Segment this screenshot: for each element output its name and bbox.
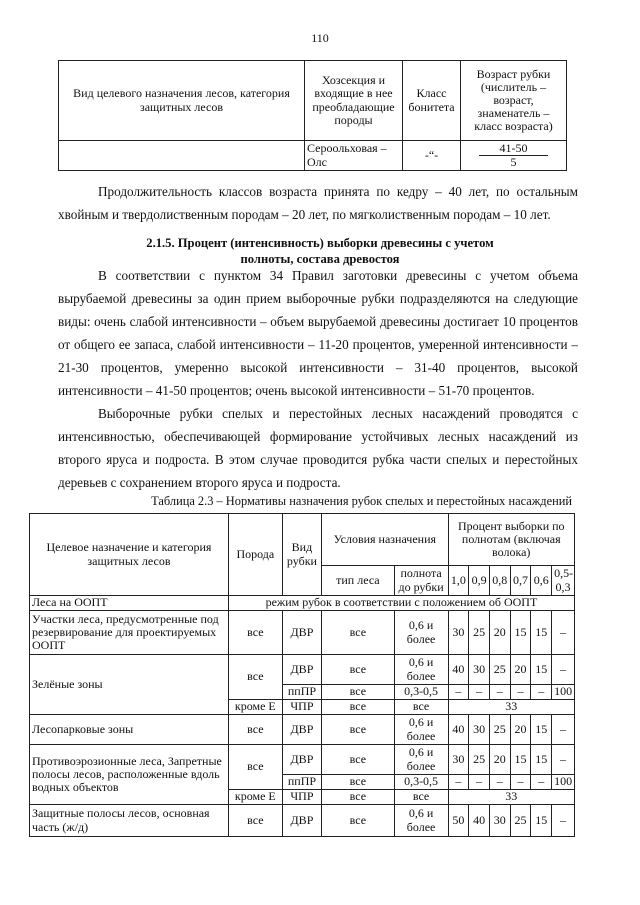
- cell-value: 25: [489, 715, 510, 745]
- cell-forest: все: [322, 700, 395, 715]
- header-density-10: 1,0: [448, 566, 469, 596]
- page-number: 110: [311, 31, 329, 45]
- cell-value: 40: [448, 655, 469, 685]
- header-bonitet: Класс бонитета: [403, 61, 461, 141]
- cell-value: 30: [489, 805, 510, 837]
- cell-value: –: [552, 611, 575, 655]
- cell-cut: ппПР: [282, 775, 321, 790]
- cell-value: 15: [531, 655, 552, 685]
- cell-cut: ДВР: [282, 715, 321, 745]
- cell-merged-value: 33: [448, 790, 575, 805]
- cell-species: все: [228, 655, 282, 700]
- cell-cut: ДВР: [282, 655, 321, 685]
- cell-value: 40: [448, 715, 469, 745]
- cell-value: 30: [448, 611, 469, 655]
- cell-value: 20: [489, 745, 510, 775]
- cell-species: все: [228, 611, 282, 655]
- cell-value: –: [552, 745, 575, 775]
- cell-density: все: [394, 700, 448, 715]
- cell-species: все: [228, 745, 282, 790]
- cell-value: 15: [531, 745, 552, 775]
- cell-density: 0,6 и более: [394, 715, 448, 745]
- row-name: Зелёные зоны: [30, 655, 229, 715]
- section-heading: [60, 235, 580, 267]
- cell-value: –: [489, 775, 510, 790]
- species-line-1: Сероольховая –: [307, 141, 387, 156]
- row-name: Защитные полосы лесов, основная часть (ж/д): [30, 805, 229, 837]
- cell-value: 15: [531, 805, 552, 837]
- header-cut-type: Вид рубки: [282, 514, 321, 596]
- row-name: Участки леса, предусмотренные под резервирование для проектируемых ООПТ: [30, 611, 229, 655]
- row-name: Лесопарковые зоны: [30, 715, 229, 745]
- header-density-05: 0,5-0,3: [552, 566, 575, 596]
- cell-cut: ДВР: [282, 611, 321, 655]
- age-denominator: 5: [510, 155, 517, 169]
- table-row: [30, 745, 575, 775]
- cell-value: 100: [552, 685, 575, 700]
- row-name: Леса на ООПТ: [30, 596, 229, 611]
- cell-density: все: [394, 790, 448, 805]
- cell-cut: ЧПР: [282, 790, 321, 805]
- cell-value: 25: [469, 745, 490, 775]
- row-mode: режим рубок в соответствии с положением об ООПТ: [228, 596, 574, 611]
- cell-cut: ппПР: [282, 685, 321, 700]
- cell-value: 100: [552, 775, 575, 790]
- cell-forest: все: [322, 805, 395, 837]
- cell-cut: ДВР: [282, 745, 321, 775]
- cell-value: 15: [531, 715, 552, 745]
- header-row-1: [30, 514, 575, 566]
- row-name: Противоэрозионные леса, Запретные полосы лесов, расположенные вдоль водных объектов: [30, 745, 229, 805]
- cell-value: 30: [469, 715, 490, 745]
- cell-value: –: [469, 685, 490, 700]
- cell-value: 15: [531, 611, 552, 655]
- cell-density: 0,3-0,5: [394, 775, 448, 790]
- cell-cut: ДВР: [282, 805, 321, 837]
- cell-forest: все: [322, 745, 395, 775]
- cell-value: 30: [448, 745, 469, 775]
- paragraph-selective-cutting: Выборочные рубки спелых и перестойных лесных насаждений проводятся с интенсивностью, обеспечивающей формирование устойчивых лесных насаждений из второго яруса и подроста. В этом случае проводится рубка части спелых и перестойных деревьев с сохранением второго яруса и подроста.: [58, 406, 578, 490]
- cell-value: –: [531, 685, 552, 700]
- header-density-08: 0,8: [489, 566, 510, 596]
- header-percent: Процент выборки по полнотам (включая волока): [448, 514, 575, 566]
- cell-value: 25: [489, 655, 510, 685]
- paragraph-age-classes: Продолжительность классов возраста принята по кедру – 40 лет, по остальным хвойным и твердолиственным породам – 20 лет, по мягколиственным породам – 10 лет.: [58, 184, 578, 222]
- cell-age: [461, 141, 567, 171]
- cell-species: кроме Е: [228, 700, 282, 715]
- age-table: [58, 60, 567, 171]
- header-density-09: 0,9: [469, 566, 490, 596]
- cell-species: все: [228, 805, 282, 837]
- cell-value: 40: [469, 805, 490, 837]
- cell-value: 15: [510, 611, 531, 655]
- header-conditions: Условия назначения: [322, 514, 448, 566]
- species-line-2: Олс: [307, 154, 327, 169]
- table-row: [30, 805, 575, 837]
- cell-forest: все: [322, 685, 395, 700]
- table-row: [30, 655, 575, 685]
- cell-density: 0,6 и более: [394, 611, 448, 655]
- header-purpose: Целевое назначение и категория защитных лесов: [30, 514, 229, 596]
- header-density-06: 0,6: [531, 566, 552, 596]
- cell-value: 25: [510, 805, 531, 837]
- cell-cut: ЧПР: [282, 700, 321, 715]
- table-row: [30, 715, 575, 745]
- cell-value: –: [489, 685, 510, 700]
- cell-bonitet: -“-: [403, 141, 461, 171]
- header-farm-section: Хозсекция и входящие в нее преобладающие породы: [305, 61, 403, 141]
- table-row: [59, 141, 567, 171]
- cell-density: 0,3-0,5: [394, 685, 448, 700]
- table-caption: Таблица 2.3 – Нормативы назначения рубок спелых и перестойных насаждений: [151, 494, 572, 508]
- cell-forest: все: [322, 790, 395, 805]
- cell-density: 0,6 и более: [394, 805, 448, 837]
- header-species: Порода: [228, 514, 282, 596]
- cell-forest: все: [322, 775, 395, 790]
- cell-purpose: [59, 141, 305, 171]
- cell-value: 30: [469, 655, 490, 685]
- header-forest-type: тип леса: [322, 566, 395, 596]
- section-heading-line-2: полноты, состава древостоя: [240, 252, 400, 266]
- header-density-07: 0,7: [510, 566, 531, 596]
- cell-value: –: [510, 775, 531, 790]
- cell-value: 15: [510, 745, 531, 775]
- cutting-norms-table: [29, 513, 575, 837]
- cell-value: –: [448, 685, 469, 700]
- cell-forest: все: [322, 655, 395, 685]
- header-density-cut: полнота до рубки: [394, 566, 448, 596]
- cell-species: кроме Е: [228, 790, 282, 805]
- cell-value: –: [552, 715, 575, 745]
- cell-value: 25: [469, 611, 490, 655]
- table-row: [30, 596, 575, 611]
- cell-forest: все: [322, 715, 395, 745]
- cell-value: –: [510, 685, 531, 700]
- paragraph-intensity: В соответствии с пунктом 34 Правил заготовки древесины с учетом объема вырубаемой древесины за один прием выборочные рубки подразделяются на следующие виды: очень слабой интенсивности – объем вырубаемой древесины достигает 10 процентов от общего ее запаса, слабой интенсивности – 11-20 процентов, умеренной интенсивности – 21-30 процентов, умеренно высокой интенсивности – 31-40 процентов, высокой интенсивности – 41-50 процентов; очень высокой интенсивности – 51-70 процентов.: [58, 268, 578, 398]
- cell-value: 50: [448, 805, 469, 837]
- age-table-header: [59, 61, 567, 141]
- cell-value: –: [531, 775, 552, 790]
- cell-species: [305, 141, 403, 171]
- cell-density: 0,6 и более: [394, 655, 448, 685]
- cell-species: все: [228, 715, 282, 745]
- cell-value: 20: [510, 715, 531, 745]
- cell-value: –: [552, 805, 575, 837]
- cell-value: –: [469, 775, 490, 790]
- table-row: [30, 611, 575, 655]
- cell-value: –: [448, 775, 469, 790]
- cell-value: 20: [489, 611, 510, 655]
- header-purpose: Вид целевого назначения лесов, категория защитных лесов: [59, 61, 305, 141]
- cell-forest: все: [322, 611, 395, 655]
- section-heading-line-1: 2.1.5. Процент (интенсивность) выборки древесины с учетом: [146, 236, 494, 250]
- cell-value: 20: [510, 655, 531, 685]
- cell-merged-value: 33: [448, 700, 575, 715]
- cell-value: –: [552, 655, 575, 685]
- header-age: Возраст рубки (числитель – возраст, знаменатель – класс возраста): [461, 61, 567, 141]
- age-numerator: 41-50: [479, 142, 548, 156]
- cell-density: 0,6 и более: [394, 745, 448, 775]
